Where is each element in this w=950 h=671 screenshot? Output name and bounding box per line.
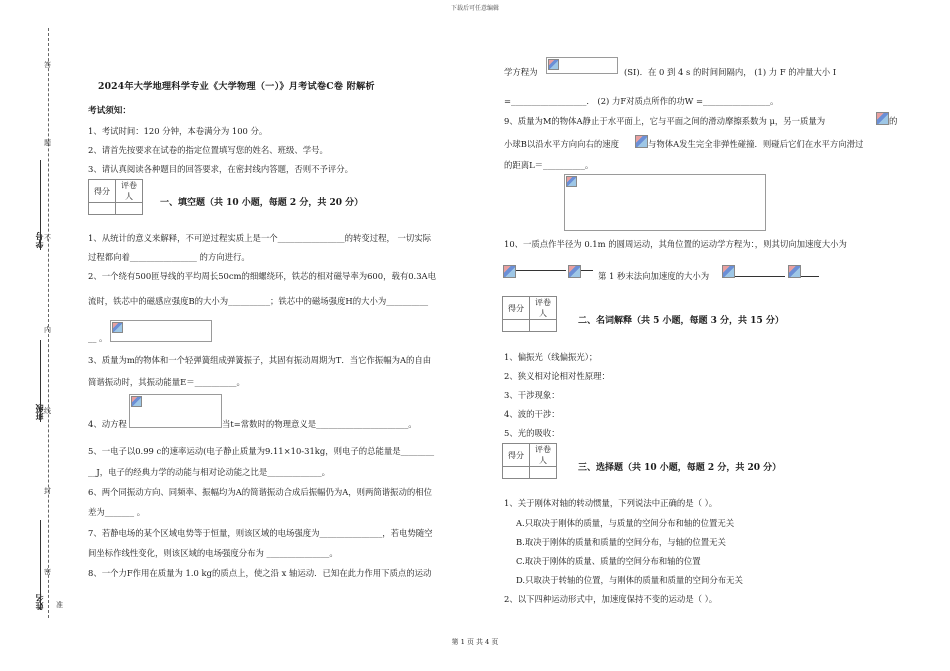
page-footer: 第 1 页 共 4 页 xyxy=(451,638,499,646)
margin-char: 题 xyxy=(44,139,51,147)
score-box xyxy=(88,179,143,215)
margin-char: 准 xyxy=(56,601,63,609)
section-title: 二、名词解释（共 5 小题，每题 3 分，共 15 分） xyxy=(578,316,784,326)
margin-char: 密 xyxy=(44,568,51,576)
notice-item: 3、请认真阅读各种题目的回答要求，在密封线内答题，否则不予评分。 xyxy=(88,164,353,174)
margin-char: 线 xyxy=(44,407,51,415)
class-line xyxy=(40,340,41,422)
name-label: 姓名 xyxy=(34,594,44,610)
student-id-label: 学号 xyxy=(34,232,44,248)
formula-image xyxy=(635,135,648,148)
question-line: 7、若静电场的某个区域电势等于恒量，则该区域的电场强度为_______________，若电势随空 xyxy=(88,528,433,538)
question-line: 与物体A发生完全非弹性碰撞．则碰后它们在水平方向滑过 xyxy=(648,139,864,149)
margin-char: 内 xyxy=(44,326,51,334)
notice-item: 1、考试时间：120 分钟，本卷满分为 100 分。 xyxy=(88,126,268,136)
question-line: 简谐振动时，其振动能量E＝__________。 xyxy=(88,377,245,387)
header-note: 下载后可任意编辑 xyxy=(450,5,499,12)
question-line: 6、两个同振动方向、同频率、振幅均为A的简谐振动合成后振幅仍为A，则两简谐振动的相位 xyxy=(88,487,433,497)
class-label: 班级 xyxy=(34,404,44,420)
question-line: 流时，铁芯中的磁感应强度B的大小为__________；铁芯中的磁场强度H的大小为__________ xyxy=(88,296,429,306)
question-line: 小球B以沿水平方向向右的速度 xyxy=(504,139,620,149)
term-item: 5、光的吸收： xyxy=(504,428,560,438)
question-line: (SI)．在 0 到 4 s 的时间间隔内， (1) 力 F 的冲量大小 I xyxy=(624,67,837,77)
question-line: 3、质量为m的物体和一个轻弹簧组成弹簧振子，其固有振动周期为T．当它作振幅为A的自由 xyxy=(88,355,432,365)
score-label: 得分 xyxy=(503,297,530,320)
formula-image xyxy=(503,265,516,278)
section-title: 一、填空题（共 10 小题，每题 2 分，共 20 分） xyxy=(160,198,364,208)
question-line: 间坐标作线性变化，则该区域的电场强度分布为 _______________。 xyxy=(88,548,338,558)
student-id-line xyxy=(40,160,41,250)
question-line: 2、一个绕有500匝导线的平均周长50cm的细螺绕环，铁芯的相对磁导率为600，载有0.3A电 xyxy=(88,271,436,281)
binding-dashed-line xyxy=(48,28,49,618)
formula-image xyxy=(568,265,581,278)
formula-image xyxy=(129,394,222,428)
question-line: 过程都向着________________ 的方向进行。 xyxy=(88,252,250,262)
grader-label: 评卷人 xyxy=(530,444,557,467)
question-line: __ 。 xyxy=(88,333,108,343)
choice-option: D.只取决于转轴的位置，与刚体的质量和质量的空间分布无关 xyxy=(516,575,743,585)
notice-heading: 考试须知： xyxy=(88,106,131,116)
question-line: 9、质量为M的物体A静止于水平面上，它与平面之间的滑动摩擦系数为 μ，另一质量为 xyxy=(504,116,826,126)
term-item: 4、波的干涉： xyxy=(504,409,560,419)
score-box xyxy=(502,443,557,479)
formula-image xyxy=(722,265,735,278)
question-line: 4、动方程 xyxy=(88,419,127,429)
margin-char: 答 xyxy=(44,61,51,69)
choice-option: B.取决于刚体的质量和质量的空间分布，与轴的位置无关 xyxy=(516,537,726,547)
score-label: 得分 xyxy=(503,444,530,467)
question-line: 差为_______ 。 xyxy=(88,507,146,517)
question-line: =__________________． (2) 力F对质点所作的功W =________________。 xyxy=(504,96,779,106)
grader-label: 评卷人 xyxy=(530,297,557,320)
question-line: 5、一电子以0.99 c的速率运动(电子静止质量为9.11×10-31kg，则电子的总能量是________ xyxy=(88,446,435,456)
diagram-image xyxy=(564,174,766,231)
question-line: 当t=常数时的物理意义是______________________。 xyxy=(222,419,417,429)
formula-image xyxy=(546,57,618,74)
question-line: 学方程为 xyxy=(504,67,538,77)
term-item: 1、偏振光（线偏振光）； xyxy=(504,352,598,362)
term-item: 2、狭义相对论相对性原理： xyxy=(504,371,610,381)
choice-option: C.取决于刚体的质量、质量的空间分布和轴的位置 xyxy=(516,556,701,566)
question-line: 8、一个力F作用在质量为 1.0 kg的质点上，使之沿 x 轴运动．已知在此力作用下质点的运动 xyxy=(88,568,432,578)
question-line: 10、一质点作半径为 0.1m 的圆周运动，其角位置的运动学方程为：，则其切向加速度大小为 xyxy=(504,239,847,249)
name-line xyxy=(40,520,41,610)
question-line: 1、从统计的意义来解释，不可逆过程实质上是一个________________的转变过程， 一切实际 xyxy=(88,233,431,243)
question-line: __J，电子的经典力学的动能与相对论动能之比是_____________。 xyxy=(88,467,331,477)
formula-image xyxy=(110,320,212,342)
margin-char: 不 xyxy=(44,234,51,242)
choice-option: A.只取决于刚体的质量，与质量的空间分布和轴的位置无关 xyxy=(516,518,735,528)
question-line: 第 1 秒末法向加速度的大小为 xyxy=(598,271,710,281)
term-item: 3、干涉现象： xyxy=(504,390,560,400)
score-box xyxy=(502,296,557,332)
page-title: 2024年大学地理科学专业《大学物理（一）》月考试卷C卷 附解析 xyxy=(98,81,375,92)
formula-image xyxy=(876,112,889,125)
margin-char: 封 xyxy=(44,487,51,495)
formula-image xyxy=(788,265,801,278)
section-title: 三、选择题（共 10 小题，每题 2 分，共 20 分） xyxy=(578,463,782,473)
grader-label: 评卷人 xyxy=(116,180,143,203)
question-line: 的距离L＝__________。 xyxy=(504,160,594,170)
score-label: 得分 xyxy=(89,180,116,203)
choice-question: 2、以下四种运动形式中，加速度保持不变的运动是（ ）。 xyxy=(504,594,718,604)
choice-question: 1、关于刚体对轴的转动惯量，下列说法中正确的是（ ）。 xyxy=(504,498,718,508)
question-line: 的 xyxy=(889,116,898,126)
notice-item: 2、请首先按要求在试卷的指定位置填写您的姓名、班级、学号。 xyxy=(88,145,328,155)
